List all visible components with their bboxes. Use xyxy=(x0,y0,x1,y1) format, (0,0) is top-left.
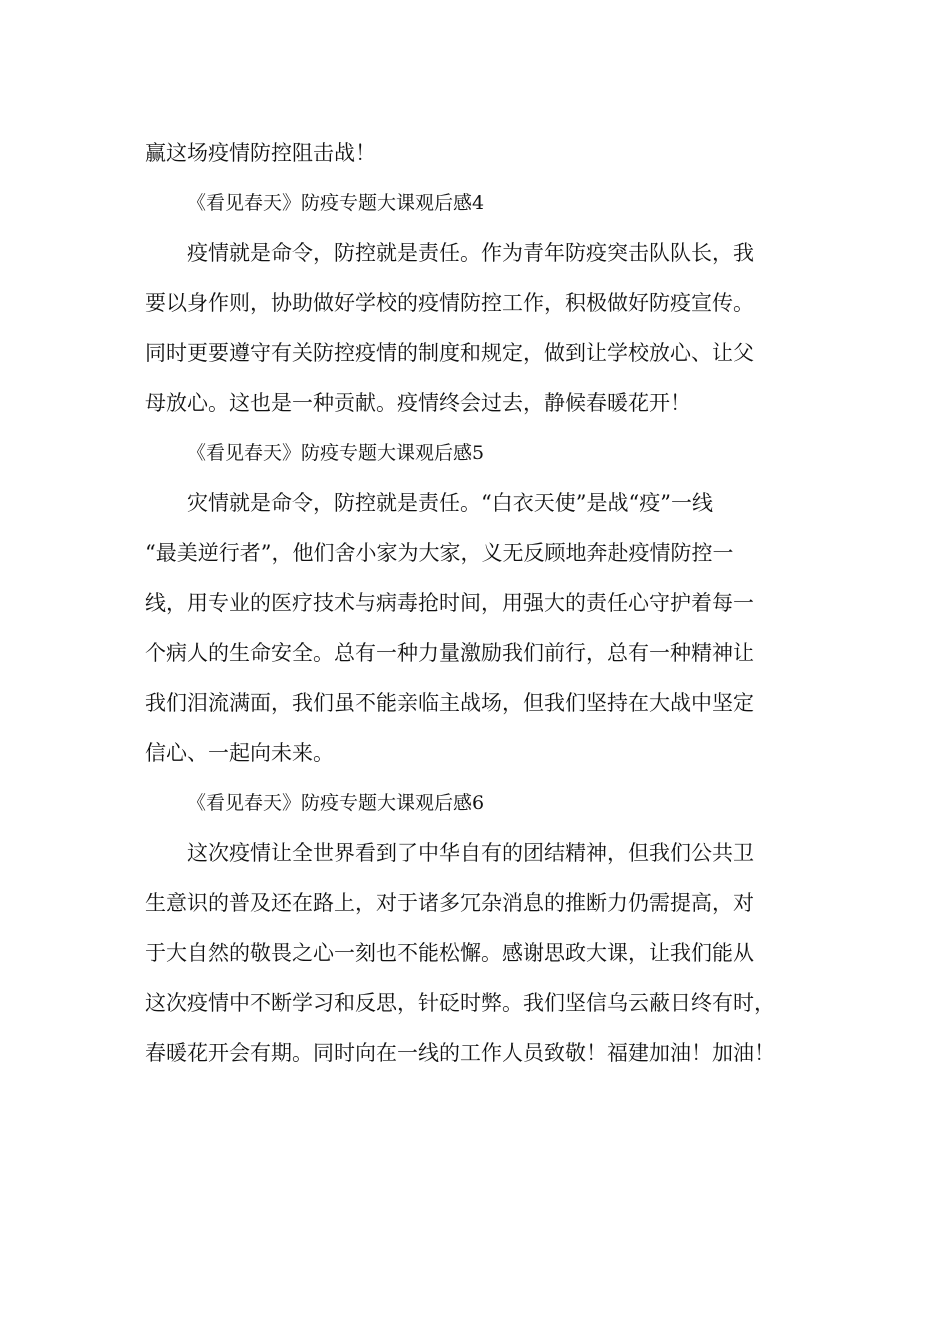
section-title: 《看见春天》防疫专题大课观后感4 xyxy=(187,192,485,214)
text-line: 春暖花开会有期。同时向在一线的工作人员致敬！福建加油！加油！ xyxy=(145,1041,775,1065)
document-content xyxy=(145,128,815,1078)
paragraph xyxy=(145,828,815,1078)
text-line: 这次疫情让全世界看到了中华自有的团结精神，但我们公共卫 xyxy=(187,841,754,865)
text-line: 要以身作则，协助做好学校的疫情防控工作，积极做好防疫宣传。 xyxy=(145,291,754,315)
text-line: 信心、一起向未来。 xyxy=(145,741,334,765)
text-line: 线，用专业的医疗技术与病毒抢时间，用强大的责任心守护着每一 xyxy=(145,591,754,615)
paragraph xyxy=(145,128,815,178)
text-line: 母放心。这也是一种贡献。疫情终会过去，静候春暖花开！ xyxy=(145,391,691,415)
text-line: 灾情就是命令，防控就是责任。“白衣天使”是战“疫”一线 xyxy=(187,491,713,515)
text-line: 我们泪流满面，我们虽不能亲临主战场，但我们坚持在大战中坚定 xyxy=(145,691,754,715)
section-title: 《看见春天》防疫专题大课观后感6 xyxy=(187,792,485,814)
text-line: 疫情就是命令，防控就是责任。作为青年防疫突击队队长，我 xyxy=(187,241,754,265)
text-line: 这次疫情中不断学习和反思，针砭时弊。我们坚信乌云蔽日终有时， xyxy=(145,991,775,1015)
text-line: 赢这场疫情防控阻击战！ xyxy=(145,141,376,165)
text-line: 于大自然的敬畏之心一刻也不能松懈。感谢思政大课，让我们能从 xyxy=(145,941,754,965)
text-line: 个病人的生命安全。总有一种力量激励我们前行，总有一种精神让 xyxy=(145,641,754,665)
text-line: 同时更要遵守有关防控疫情的制度和规定，做到让学校放心、让父 xyxy=(145,341,754,365)
section-title: 《看见春天》防疫专题大课观后感5 xyxy=(187,442,485,464)
paragraph xyxy=(145,228,815,428)
text-line: 生意识的普及还在路上，对于诸多冗杂消息的推断力仍需提高，对 xyxy=(145,891,754,915)
text-line: “最美逆行者”，他们舍小家为大家，义无反顾地奔赴疫情防控一 xyxy=(145,541,734,565)
paragraph xyxy=(145,478,815,778)
